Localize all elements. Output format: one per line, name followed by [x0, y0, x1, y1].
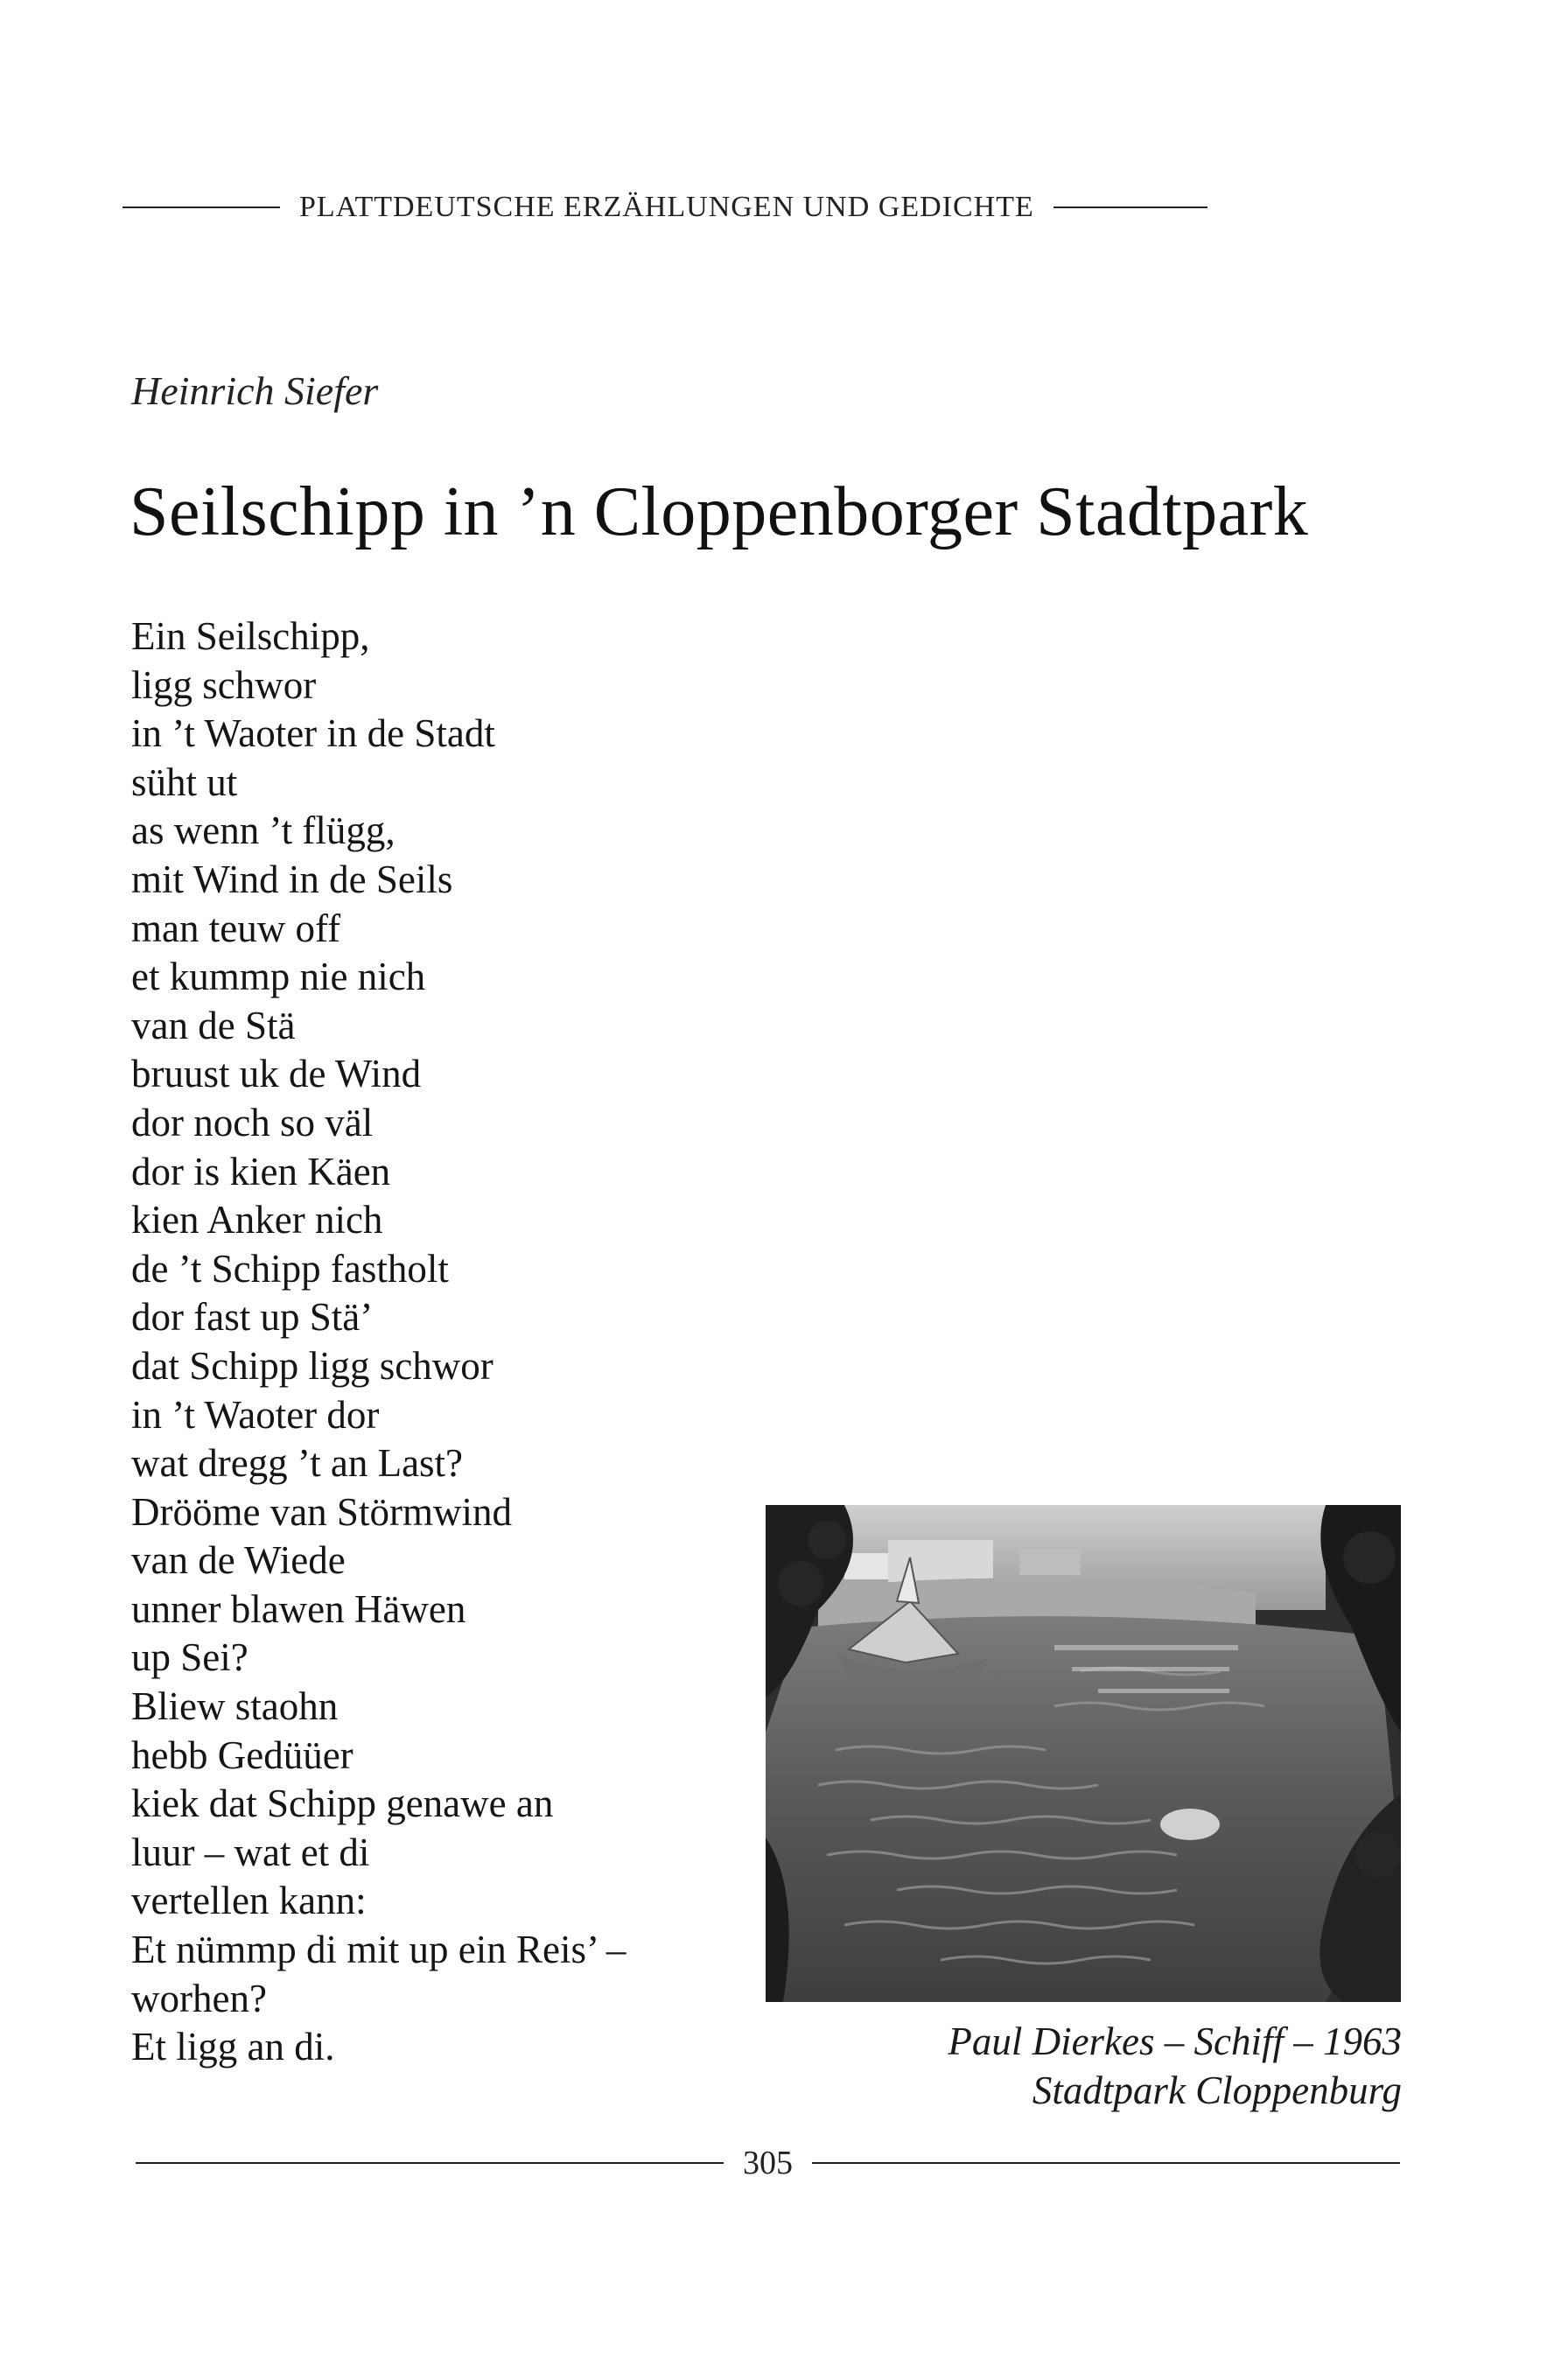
caption-line-2: Stadtpark Cloppenburg — [1032, 2068, 1402, 2112]
poem-line: in ’t Waoter dor — [131, 1392, 380, 1437]
poem-line: van de Wiede — [131, 1538, 346, 1583]
poem-line: Et nümmp di mit up ein Reis’ – — [131, 1928, 626, 1972]
header-rule-right — [1054, 206, 1208, 208]
poem-line: dat Schipp ligg schwor — [131, 1343, 494, 1388]
running-title: PLATTDEUTSCHE ERZÄHLUNGEN UND GEDICHTE — [299, 191, 1034, 223]
poem-line: wat dregg ’t an Last? — [131, 1441, 464, 1486]
author-name: Heinrich Siefer — [131, 368, 379, 413]
page-number: 305 — [743, 2145, 793, 2181]
header-rule-left — [122, 206, 280, 208]
poem-line: unner blawen Häwen — [131, 1586, 466, 1631]
poem-line: luur – wat et di — [131, 1830, 370, 1874]
poem-line: dor fast up Stä’ — [131, 1295, 374, 1340]
poem-title: Seilschipp in ’n Cloppenborger Stadtpark — [130, 473, 1309, 550]
poem-line: as wenn ’t flügg, — [131, 808, 396, 853]
poem-line: süht ut — [131, 760, 238, 804]
poem-line: kiek dat Schipp genawe an — [131, 1782, 554, 1826]
poem-line: dor is kien Käen — [131, 1149, 391, 1194]
poem-line: Drööme van Störmwind — [131, 1489, 512, 1534]
page-footer — [136, 2144, 1400, 2182]
poem-line: van de Stä — [131, 1003, 296, 1047]
poem-body — [131, 612, 744, 2072]
footer-rule-right — [812, 2162, 1400, 2164]
poem-line: ligg schwor — [131, 662, 317, 707]
poem-line: vertellen kann: — [131, 1879, 367, 1923]
photo-caption — [948, 2017, 1402, 2115]
running-head — [122, 191, 1391, 224]
poem-line: in ’t Waoter in de Stadt — [131, 711, 495, 756]
poem-line: worhen? — [131, 1976, 267, 2020]
poem-line: up Sei? — [131, 1635, 248, 1680]
poem-line: Et ligg an di. — [131, 2025, 335, 2069]
poem-line: Ein Seilschipp, — [131, 614, 370, 658]
sculpture-photo — [766, 1505, 1401, 2002]
poem-line: Bliew staohn — [131, 1684, 339, 1729]
poem-line: dor noch so väl — [131, 1100, 374, 1144]
footer-rule-left — [136, 2162, 724, 2164]
poem-line: man teuw off — [131, 906, 341, 950]
poem-line: et kummp nie nich — [131, 955, 426, 999]
poem-line: de ’t Schipp fastholt — [131, 1246, 449, 1291]
poem-line: kien Anker nich — [131, 1198, 383, 1242]
poem-line: mit Wind in de Seils — [131, 857, 453, 901]
caption-line-1: Paul Dierkes – Schiff – 1963 — [948, 2020, 1402, 2063]
poem-line: bruust uk de Wind — [131, 1052, 422, 1096]
poem-line: hebb Gedüüer — [131, 1732, 354, 1777]
